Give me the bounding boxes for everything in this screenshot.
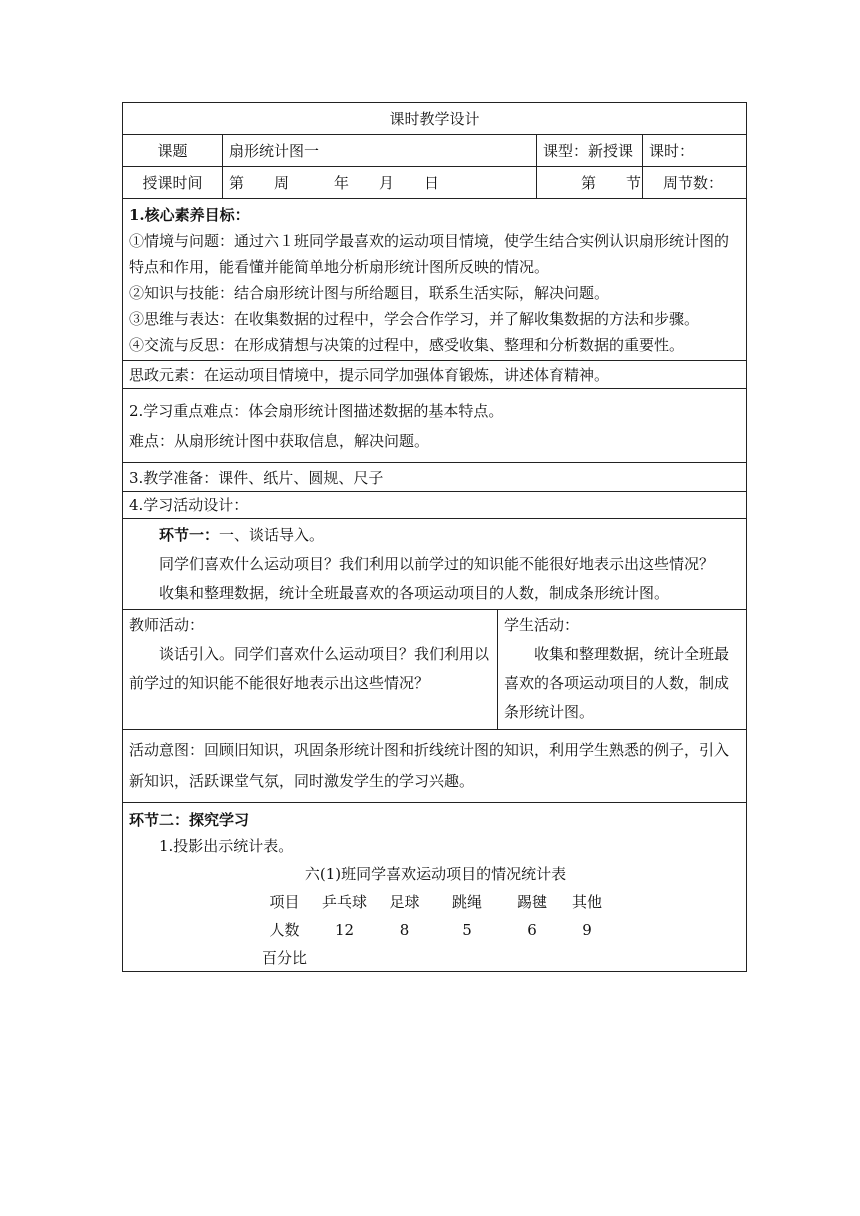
time-value: 第 周 年 月 日 (223, 167, 537, 199)
stat-cell: 8 (399, 921, 410, 939)
lesson-type: 课型：新授课 (537, 135, 643, 167)
stat-cell: 跳绳 (451, 893, 482, 911)
stage1-section (123, 519, 747, 610)
teacher-activity (123, 610, 498, 730)
goals-heading: 1.核心素养目标： (129, 206, 250, 224)
stat-cell: 5 (462, 921, 472, 939)
goal-item: ④交流与反思：在形成猜想与决策的过程中，感受收集、整理和分析数据的重要性。 (129, 336, 685, 354)
difficulty-point: 难点：从扇形统计图中获取信息，解决问题。 (129, 432, 430, 450)
goal-item: ①情境与问题：通过六１班同学最喜欢的运动项目情境，使学生结合实例认识扇形统计图的特点和作用，能看懂并能简单地分析扇形统计图所反映的情况。 (129, 232, 730, 276)
stage1-paragraph: 同学们喜欢什么运动项目？我们利用以前学过的知识能不能很好地表示出这些情况？ (159, 555, 715, 573)
stat-table-row-counts (257, 917, 742, 943)
keypoints-section (123, 389, 747, 463)
student-activity-text: 收集和整理数据，统计全班最喜欢的各项运动项目的人数，制成条形统计图。 (504, 645, 730, 721)
ideology-element: 思政元素：在运动项目情境中，提示同学加强体育锻炼，讲述体育精神。 (123, 361, 747, 389)
stage2-section (123, 803, 747, 972)
stat-cell: 12 (334, 921, 355, 939)
stat-cell: 乒乓球 (321, 893, 367, 911)
stage1-heading (129, 521, 742, 550)
stat-cell: 其他 (571, 893, 602, 911)
activity-design-heading: 4.学习活动设计： (123, 492, 747, 519)
lesson-plan-document (122, 102, 746, 972)
student-activity (498, 610, 747, 730)
time-label: 授课时间 (123, 167, 223, 199)
stat-table-title: 六(1)班同学喜欢运动项目的情况统计表 (304, 865, 567, 883)
stage1-heading-label: 环节一： (159, 526, 220, 544)
student-activity-label: 学生活动： (504, 616, 580, 634)
stat-cell: 踢毽 (516, 893, 547, 911)
stage1-paragraph: 收集和整理数据，统计全班最喜欢的各项运动项目的人数，制成条形统计图。 (159, 584, 670, 602)
goal-item: ②知识与技能：结合扇形统计图与所给题目，联系生活实际，解决问题。 (129, 284, 610, 302)
goal-item: ③思维与表达：在收集数据的过程中，学会合作学习，并了解收集数据的方法和步骤。 (129, 310, 700, 328)
stat-cell: 人数 (269, 921, 300, 939)
stat-cell: 项目 (269, 893, 300, 911)
stat-cell: 6 (527, 921, 537, 939)
teacher-activity-text: 谈话引入。同学们喜欢什么运动项目？我们利用以前学过的知识能不能很好地表示出这些情况？ (129, 645, 490, 692)
stat-table-row-percent (257, 945, 742, 971)
stage1-heading-text: 一、谈话导入。 (219, 526, 325, 544)
topic-value: 扇形统计图一 (223, 135, 537, 167)
activity-intent: 活动意图：回顾旧知识，巩固条形统计图和折线统计图的知识，利用学生熟悉的例子，引入新知识，活跃课堂气氛，同时激发学生的学习兴趣。 (123, 730, 747, 803)
goals-section (123, 199, 747, 361)
topic-label: 课题 (123, 135, 223, 167)
teacher-activity-label: 教师活动： (129, 616, 205, 634)
document-title: 课时教学设计 (123, 103, 747, 135)
teaching-preparation: 3.教学准备：课件、纸片、圆规、尺子 (123, 463, 747, 492)
stage2-heading: 环节二：探究学习 (129, 811, 250, 829)
stat-cell: 9 (582, 921, 592, 939)
lesson-hours: 课时： (643, 135, 747, 167)
week-count: 周节数： (643, 167, 747, 199)
section-value: 第 节 (537, 167, 643, 199)
stat-table-row-items (257, 889, 742, 915)
stat-cell: 百分比 (261, 949, 307, 967)
lesson-plan-table (122, 102, 747, 972)
stat-cell: 足球 (389, 893, 420, 911)
stage2-step: 1.投影出示统计表。 (159, 837, 294, 855)
key-point: 2.学习重点难点：体会扇形统计图描述数据的基本特点。 (129, 402, 504, 420)
